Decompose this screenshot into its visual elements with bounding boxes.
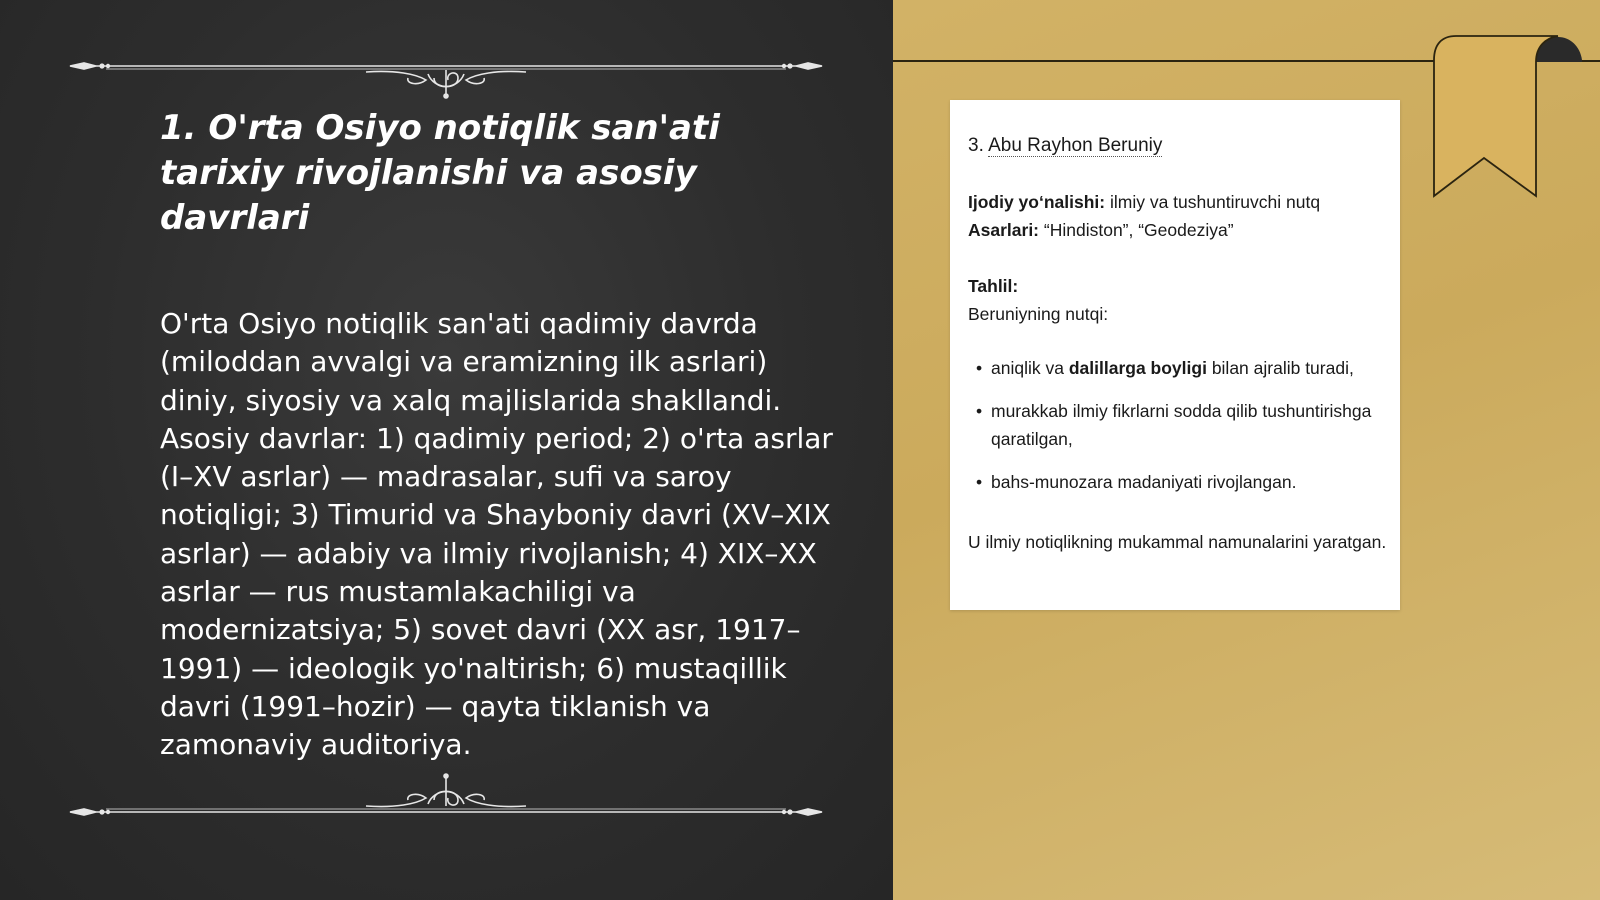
bullet-1-after: bilan ajralib turadi, (1211, 358, 1354, 378)
slide-title: 1. O'rta Osiyo notiqlik san'ati tarixiy rivojlanishi va asosiy davrlari (160, 108, 720, 238)
list-item (968, 468, 1388, 496)
card-tahlil-line (968, 272, 1018, 300)
card-ijodiy-value: ilmiy va tushuntiruvchi nutq (1109, 192, 1321, 212)
bullet-1-bold: dalillarga boyligi (1068, 358, 1207, 378)
card-heading-name: Abu Rayhon Beruniy (988, 135, 1163, 156)
card-asarlari-line (968, 216, 1234, 244)
list-item (968, 354, 1388, 382)
list-item (968, 397, 1388, 453)
card-ijodiy-line (968, 188, 1320, 216)
bullet-1-before: aniqlik va (991, 358, 1064, 378)
ornament-bottom-divider-icon (66, 772, 826, 822)
ornament-top-divider-icon (66, 50, 826, 100)
card-footer-text: U ilmiy notiqlikning mukammal namunalarini yaratgan. (968, 532, 1387, 552)
card-tahlil-intro: Beruniyning nutqi: (968, 304, 1109, 324)
card-bullet-list (968, 354, 1388, 511)
card-tahlil-label: Tahlil: (968, 276, 1019, 296)
bullet-icon: • (976, 401, 983, 421)
bullet-icon: • (976, 472, 983, 492)
card-asarlari-value: “Hindiston”, “Geodeziya” (1043, 220, 1234, 240)
card-asarlari-label: Asarlari: (968, 220, 1040, 240)
card-heading-number: 3. (968, 135, 984, 156)
slide-body-text: O'rta Osiyo notiqlik san'ati qadimiy davrda (miloddan avvalgi va eramizning ilk asrlari) diniy, siyosiy va xalq majlislarida shakllandi. Asosiy davrlar: 1) qadimiy period; 2) o'rta asrlar (I–XV asrlar) — madrasalar, sufi va saroy notiqligi; 3) Timurid va Shayboniy davri (XV–XIX asrlar) — adabiy va ilmiy rivojlanish; 4) XIX–XX asrlar — rus mustamlakachiligi va modernizatsiya; 5) sovet davri (XX asr, 1917–1991) — ideologik yo'naltirish; 6) mustaqillik davri (1991–hozir) — qayta tiklanish va zamonaviy auditoriya. (160, 307, 833, 762)
bullet-2-text: murakkab ilmiy fikrlarni sodda qilib tushuntirishga qaratilgan, (991, 401, 1372, 449)
info-card (950, 100, 1400, 610)
card-heading (968, 134, 1162, 158)
bullet-icon: • (976, 358, 983, 378)
bookmark-ribbon-icon (1432, 34, 1600, 200)
bullet-3-text: bahs-munozara madaniyati rivojlangan. (991, 472, 1297, 492)
card-ijodiy-label: Ijodiy yo‘nalishi: (968, 192, 1106, 212)
